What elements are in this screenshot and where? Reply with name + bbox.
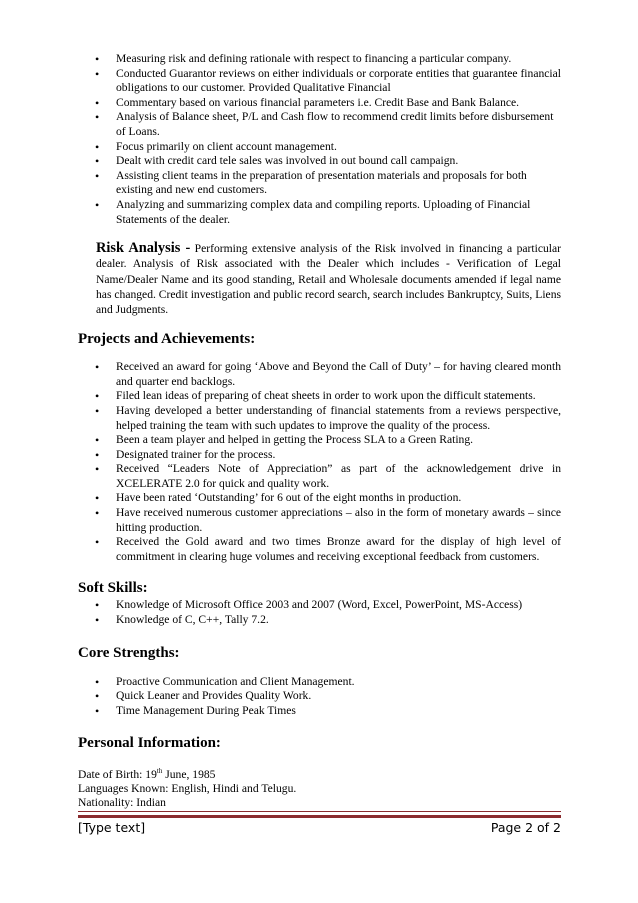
projects-list (78, 360, 561, 564)
list-item: • Designated trainer for the process. (78, 448, 561, 463)
list-item: • Received an award for going ‘Above and Beyond the Call of Duty’ – for having cleared month and quarter end backlogs. (78, 360, 561, 389)
list-item: • Knowledge of Microsoft Office 2003 and 2007 (Word, Excel, PowerPoint, MS-Access) (78, 598, 561, 613)
risk-analysis-heading: Risk Analysis - (96, 240, 191, 257)
list-item: • Measuring risk and defining rationale with respect to financing a particular company. (78, 52, 561, 67)
core-strengths-heading: Core Strengths: (78, 644, 180, 661)
list-item: • Focus primarily on client account management. (78, 140, 561, 155)
footer-placeholder-text: [Type text] (78, 820, 146, 835)
dob-label: Date of Birth: 19 (78, 768, 157, 782)
risk-analysis-paragraph (96, 241, 561, 317)
list-item: • Proactive Communication and Client Management. (78, 675, 561, 690)
list-item: • Received “Leaders Note of Appreciation” as part of the acknowledgement drive in XCELERATE 2.0 for quick and quality work. (78, 462, 561, 491)
experience-list (78, 52, 561, 227)
footer-divider-thin (78, 811, 561, 812)
list-item: • Knowledge of C, C++, Tally 7.2. (78, 613, 561, 628)
core-strengths-list (78, 675, 561, 719)
risk-analysis-text: Performing extensive analysis of the Risk involved in financing a particular dealer. Analysis of Risk associated with the Dealer which includes - Verification of Legal Name/Dealer Name and its good standing, Retail and Wholesale documents amended if legal name has changed. Credit investigation and public record search, search includes Bankruptcy, Suits, Liens and Judgments. (96, 242, 562, 316)
list-item: • Have received numerous customer appreciations – also in the form of monetary awards – since hitting production. (78, 506, 561, 535)
list-item: • Filed lean ideas of preparing of cheat sheets in order to work upon the difficult statements. (78, 389, 561, 404)
list-item: • Have been rated ‘Outstanding’ for 6 out of the eight months in production. (78, 491, 561, 506)
list-item: • Having developed a better understanding of financial statements from a reviews perspective, helped training the team with such updates to improve the quality of the process. (78, 404, 561, 433)
list-item: • Conducted Guarantor reviews on either individuals or corporate entities that guarantee financial obligations to our customer. Provided Qualitative Financial (78, 67, 561, 96)
list-item: • Analysis of Balance sheet, P/L and Cash flow to recommend credit limits before disbursement of Loans. (78, 110, 561, 139)
list-item: • Commentary based on various financial parameters i.e. Credit Base and Bank Balance. (78, 96, 561, 111)
list-item: • Dealt with credit card tele sales was involved in out bound call campaign. (78, 154, 561, 169)
dob-suffix: th (156, 767, 163, 776)
list-item: • Time Management During Peak Times (78, 704, 561, 719)
date-of-birth (78, 764, 561, 782)
projects-heading: Projects and Achievements: (78, 331, 256, 348)
languages-known: Languages Known: English, Hindi and Telugu. (78, 782, 297, 796)
page-footer (78, 820, 561, 835)
dob-value: June, 1985 (162, 768, 216, 782)
nationality: Nationality: Indian (78, 796, 166, 810)
soft-skills-heading: Soft Skills: (78, 580, 148, 597)
list-item: • Analyzing and summarizing complex data and compiling reports. Uploading of Financial Statements of the dealer. (78, 198, 561, 227)
personal-info (78, 764, 561, 810)
list-item: • Received the Gold award and two times Bronze award for the display of high level of commitment in clearing huge volumes and receiving exceptional feedback from customers. (78, 535, 561, 564)
page-number: Page 2 of 2 (490, 820, 561, 835)
list-item: • Been a team player and helped in getting the Process SLA to a Green Rating. (78, 433, 561, 448)
resume-page (78, 52, 561, 810)
list-item: • Quick Leaner and Provides Quality Work. (78, 689, 561, 704)
footer-divider-thick (78, 815, 561, 818)
soft-skills-list (78, 598, 561, 627)
personal-info-heading: Personal Information: (78, 735, 221, 752)
list-item: • Assisting client teams in the preparation of presentation materials and proposals for both existing and new end customers. (78, 169, 561, 198)
